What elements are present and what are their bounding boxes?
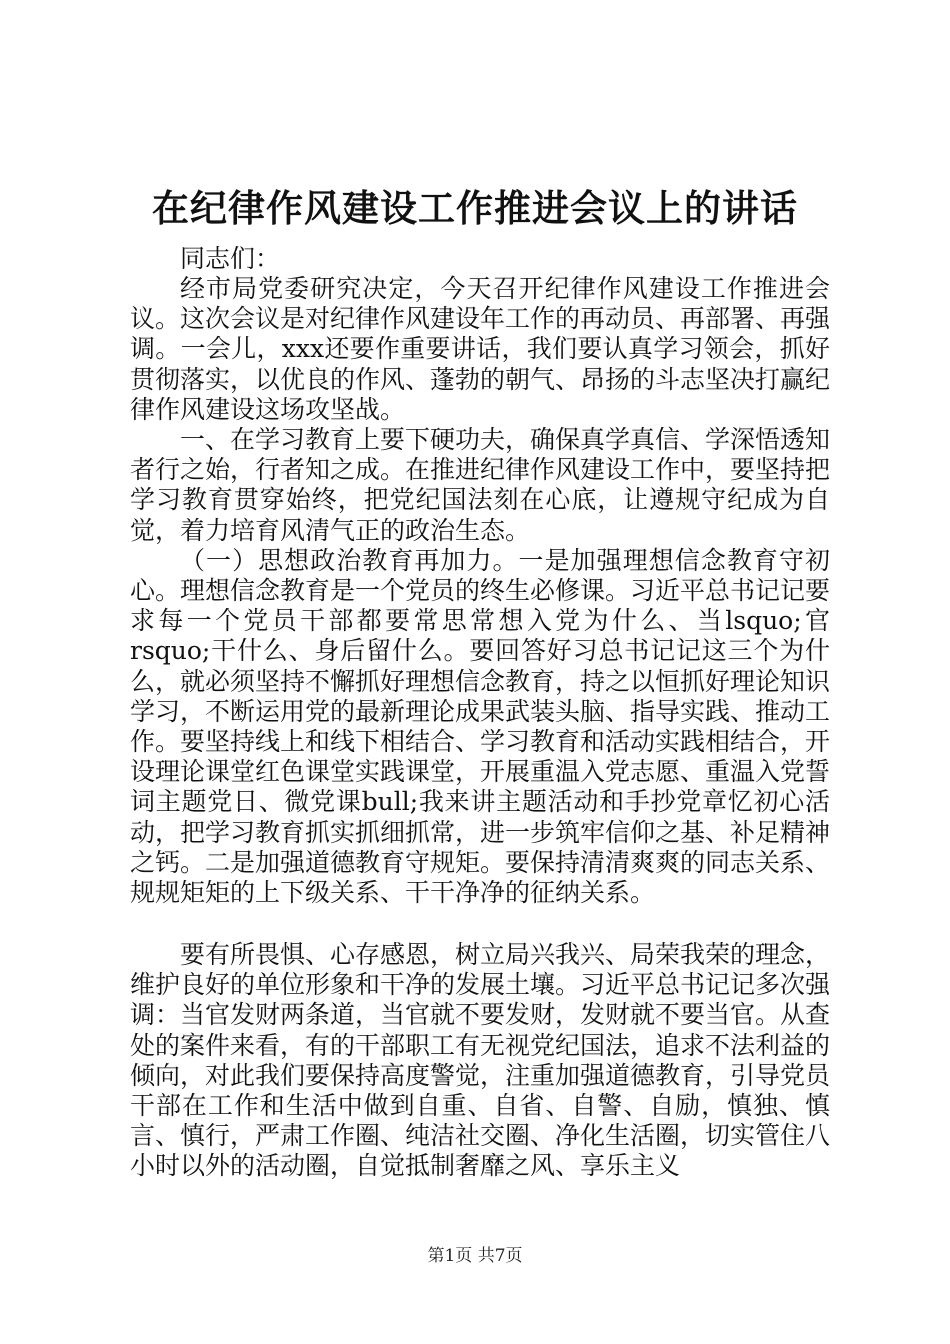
paragraph-subsection-one: （一）思想政治教育再加力。一是加强理想信念教育守初心。理想信念教育是一个党员的终生必修课。习近平总书记记要求每一个党员干部都要常思常想入党为什么、当lsquo;官rsquo;干什么、身后留什么。要回答好习总书记记这三个为什么，就必须坚持不懈抓好理想信念教育，持之以恒抓好理论知识学习，不断运用党的最新理论成果武装头脑、指导实践、推动工作。要坚持线上和线下相结合、学习教育和活动实践相结合，开设理论课堂红色课堂实践课堂，开展重温入党志愿、重温入党誓词主题党日、微党课bull;我来讲主题活动和手抄党章忆初心活动，把学习教育抓实抓细抓常，进一步筑牢信仰之基、补足精神之钙。二是加强道德教育守规矩。要保持清清爽爽的同志关系、规规矩矩的上下级关系、干干净净的征纳关系。	[130, 545, 831, 908]
paragraph-heading-one: 一、在学习教育上要下硬功夫，确保真学真信、学深悟透知者行之始，行者知之成。在推进纪律作风建设工作中，要坚持把学习教育贯穿始终，把党纪国法刻在心底，让遵规守纪成为自觉，着力培育风清气正的政治生态。	[130, 425, 831, 545]
salutation-text: 同志们：	[180, 244, 281, 273]
page-footer: 第1页 共7页	[427, 1246, 523, 1266]
paragraph-continuation: 要有所畏惧、心存感恩，树立局兴我兴、局荣我荣的理念，维护良好的单位形象和干净的发展土壤。习近平总书记记多次强调：当官发财两条道，当官就不要发财，发财就不要当官。从查处的案件来看，有的干部职工有无视党纪国法，追求不法利益的倾向，对此我们要保持高度警觉，注重加强道德教育，引导党员干部在工作和生活中做到自重、自省、自警、自励，慎独、慎言、慎行，严肃工作圈、纯洁社交圈、净化生活圈，切实管住八小时以外的活动圈，自觉抵制奢靡之风、享乐主义	[130, 940, 831, 1181]
body-section-1	[130, 274, 830, 908]
body-section-2	[130, 940, 830, 1182]
paragraph-opening: 经市局党委研究决定，今天召开纪律作风建设工作推进会议。这次会议是对纪律作风建设年工作的再动员、再部署、再强调。一会儿，xxx还要作重要讲话，我们要认真学习领会，抓好贯彻落实，以优良的作风、蓬勃的朝气、昂扬的斗志坚决打赢纪律作风建设这场攻坚战。	[130, 274, 831, 424]
document-title: 在纪律作风建设工作推进会议上的讲话	[152, 186, 798, 230]
salutation	[130, 244, 830, 274]
